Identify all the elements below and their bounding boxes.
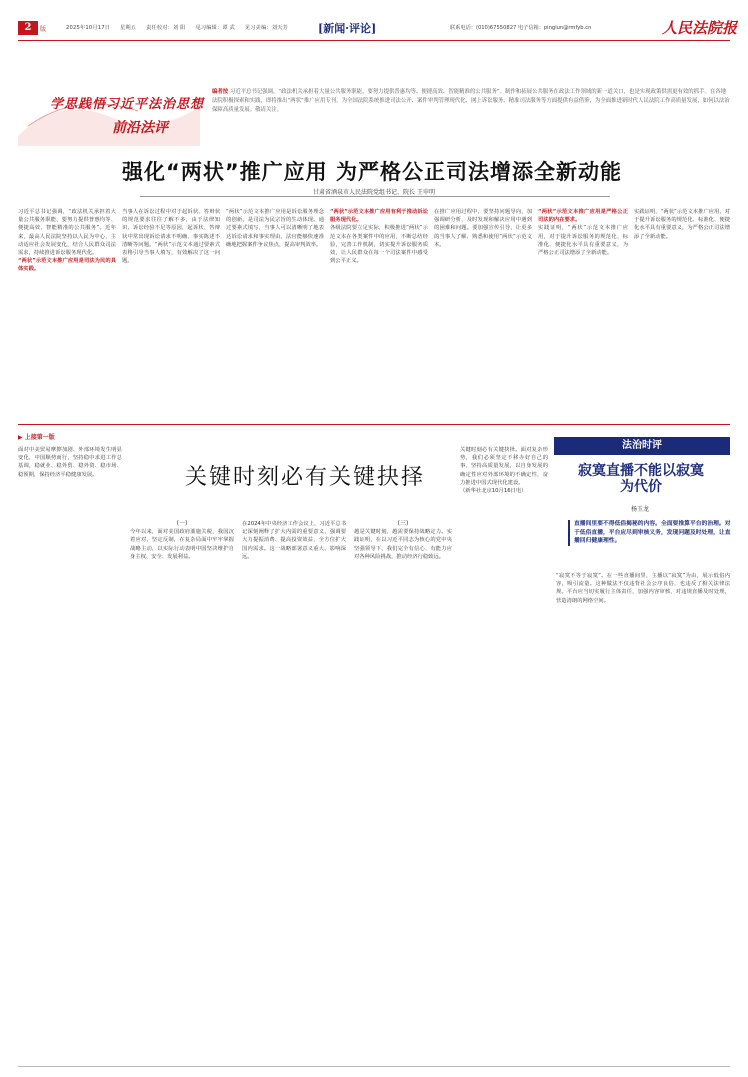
article3-headline: 寂寞直播不能以寂寞为代价	[578, 463, 704, 495]
article3-summary: 直播间里要不得低俗揭秘的内容。全面要推算平台的治理。对于低俗直播，平台应尽到审核义务，发现问题及时处理，让直播回归健康理性。	[568, 520, 732, 546]
contact-info: 联系电话：(010)67550827 电子信箱：pinglun@rmfyb.cn	[450, 25, 592, 31]
article1-col5: 在推广应用过程中，要坚持问题导向，加强调研分析，及时发现和解决应用中遇到的困难和问题。要加强宣传引导，让更多的当事人了解、熟悉和使用“两状”示范文本。	[434, 209, 532, 248]
footer-rule	[18, 1066, 730, 1067]
masthead-logo: 人民法院报	[662, 19, 738, 37]
date-line	[66, 24, 296, 31]
editor-note-label: 编者按	[212, 89, 229, 95]
article1-col7: 实践证明，“两状”示范文本推广应用，对于提升诉讼服务的规范化、标准化、便捷化水平具有重要意义，为严格公正司法增添了全新动能。	[634, 209, 730, 240]
column-title: [新闻·评论]	[318, 22, 377, 35]
article2-headline: 关键时刻必有关键抉择	[184, 465, 425, 490]
editor-note-text: 习近平总书记强调，“政法机关承担着大量公共服务职能，要努力提供普惠均等、便捷高效、智能精准的公共服务”。制作和拓展公共服务在政法工作领域的新一道关口，也是实现政策供需更有效的抓手。在各地法院积极探索和实践，即将推出“两状”推广应用专刊，为全国法院系统推进司法公开、案件审判管理现代化、网上诉讼服务、精准司法服务等方面提供有益借鉴，为全面推进新时代人民法院工作高质量发展，如何以法治保障高质量发展。敬请关注。	[212, 89, 730, 113]
article2-col1: 面对中美贸易摩擦加剧、外部环境发生明显变化，中国顺势而行，坚持稳中求进工作总基调，稳就业、稳外贸、稳外资、稳市场、稳预期，保持经济平稳健康发展。	[18, 447, 122, 478]
designer: 见习美编：刘天芳	[244, 25, 289, 31]
proofreader: 责任校对：刘 阳	[146, 25, 186, 31]
page-suffix: 版	[40, 26, 47, 33]
article3-byline: 杨玉龙	[630, 506, 649, 513]
article2-col2: (一) 今年以来，面对美国政府滥施关税，我国沉着应对、坚定反制，在复杂局面中牢牢掌握战略主动，以实际行动表明中国坚决维护自身主权、安全、发展利益。	[130, 520, 234, 560]
header-rule	[18, 40, 730, 41]
page-number: 2	[18, 21, 38, 35]
editor: 见习编辑：谭 武	[195, 25, 236, 31]
article1-headline: 强化“两状”推广应用 为严格公正司法增添全新动能	[122, 160, 622, 184]
article2-col5: 关键时刻必有关键抉择。面对复杂形势，我们必须坚定不移办好自己的事，坚持高质量发展，以自身发展的确定性应对外部环境的不确定性，奋力推进中国式现代化建设。 （新华社北京10月16日电）	[460, 447, 548, 495]
editor-note	[212, 88, 730, 144]
article2-col4: (三) 越是关键时刻，越需要保持战略定力。实践证明，在以习近平同志为核心的党中央坚强领导下，我们完全有信心、有能力应对各种风险挑战，推动经济行稳致远。	[354, 520, 452, 560]
article1-col1: 习近平总书记强调，“政法机关承担着大量公共服务职能，要努力提供普惠均等、便捷高效、智能精准的公共服务”。近年来，最高人民法院坚持以人民为中心，主动适应社会发展变化，结合人民群众司法需求，持续推进诉讼服务现代化。 “两状”示范文本推广应用是司法为民的具体实践。	[18, 209, 116, 273]
article2-col3: 在2024年中央经济工作会议上，习近平总书记深刻阐释了扩大内需的重要意义，强调要大力提振消费、提高投资效益，全方位扩大国内需求。这一战略部署意义重大、影响深远。	[242, 521, 346, 560]
continued-label: ▶ 上接第一版	[18, 434, 55, 441]
article1-col2: 当事人在诉讼过程中对于起诉状、答辩状的规范要求往往了解不多，由于法律知识、诉讼经验不足等原因，起诉状、答辩状中常出现诉讼请求不明确、事实陈述不清晰等问题。“两状”示范文本通过要素式表格引导当事人填写，有效解决了这一问题。	[122, 209, 220, 265]
article3-body: “寂寞不等于寂寞”。在一些直播间里，主播以“寂寞”为由，展示低俗内容，吸引流量。这种做法不仅违背社会公序良俗，也违反了相关法律法规。平台应当切实履行主体责任，加强内容审核，对违规直播及时处理，营造清朗的网络空间。	[556, 573, 730, 604]
banner-line2: 前沿法评	[112, 120, 168, 136]
article1-subhead-b: “两状”示范文本推广应用有利于推动诉讼服务现代化。	[330, 209, 428, 224]
section-separator	[18, 424, 730, 425]
article1-col6: “两状”示范文本推广应用是严格公正司法的内在要求。 实践证明，“两状”示范文本推广应用，对于提升诉讼服务的规范化、标准化、便捷化水平具有重要意义，为严格公正司法增添了全新动能。	[538, 209, 628, 257]
article1-col4: “两状”示范文本推广应用有利于推动诉讼服务现代化。 各级法院要立足实际，积极推进“两状”示范文本在各类案件中的应用，不断总结经验，完善工作机制，切实提升诉讼服务质效，让人民群众在每一个司法案件中感受到公平正义。	[330, 209, 428, 265]
section-mark-3: (三)	[397, 520, 409, 527]
article1-subhead-c: “两状”示范文本推广应用是严格公正司法的内在要求。	[538, 209, 628, 224]
date: 2025年10月17日	[66, 25, 111, 31]
article1-byline: 甘肃省酒泉市人民法院党组书记、院长 王申明	[313, 189, 435, 196]
article2-footer-byline: （新华社北京10月16日电）	[460, 488, 527, 495]
weekday: 星期五	[120, 25, 137, 31]
section-mark-1: (一)	[176, 520, 188, 527]
column-tag: 法治时评	[554, 437, 730, 455]
banner-line1: 学思践悟习近平法治思想	[50, 97, 205, 112]
article1-rule	[140, 196, 610, 197]
article1-subhead-a: “两状”示范文本推广应用是司法为民的具体实践。	[18, 258, 116, 273]
article1-col3: “两状”示范文本推广应用是诉讼服务理念的创新，是司法为民宗旨的生动体现。通过要素式填写，当事人可以清晰明了地表达诉讼请求和事实理由，法官能够快速准确地把握案件争议焦点，提高审判效率。	[226, 209, 324, 248]
